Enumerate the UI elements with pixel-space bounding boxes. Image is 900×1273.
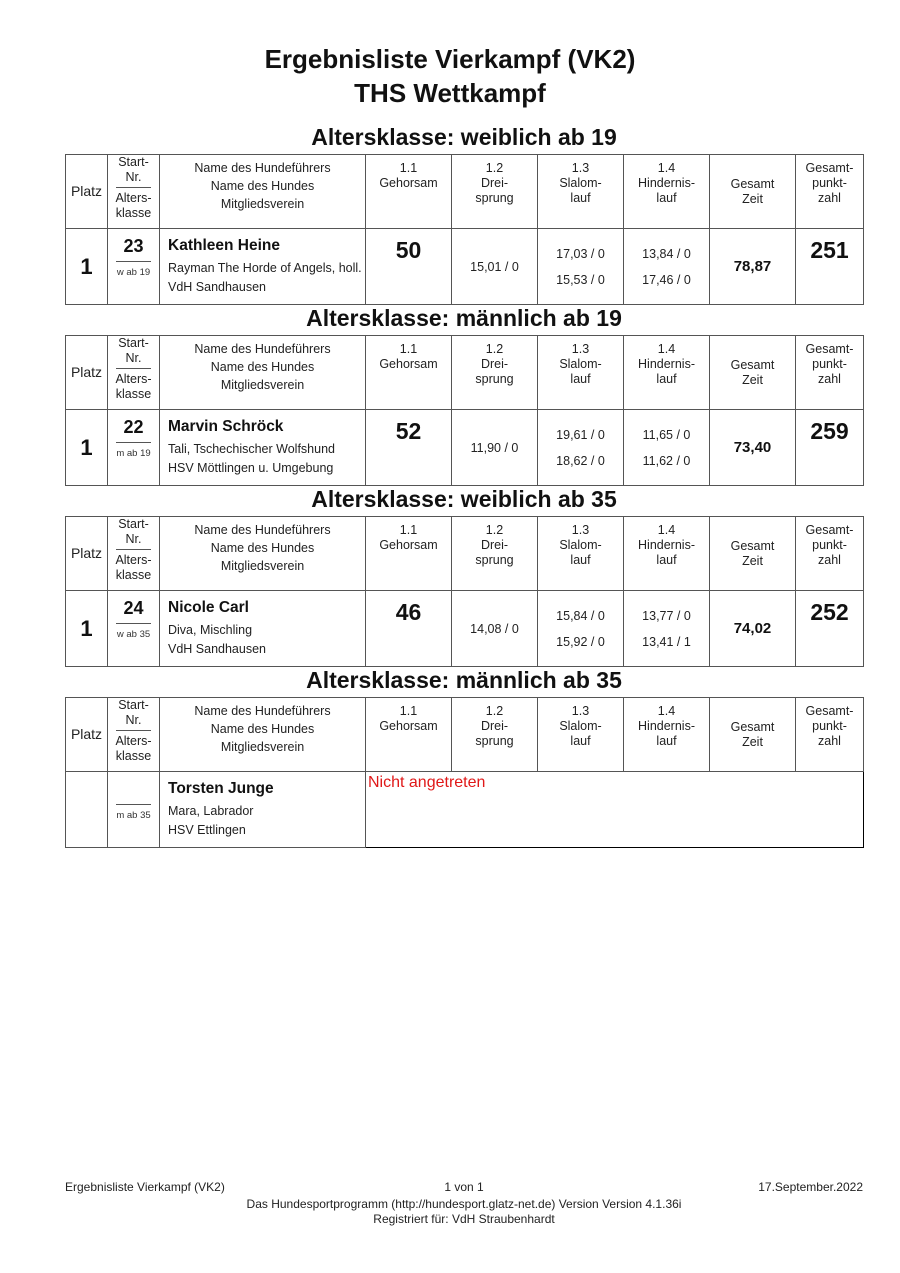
- header-gesamtzeit: Gesamt Zeit: [710, 698, 796, 772]
- header-dog: Name des Hundes: [210, 179, 315, 193]
- header-altersklasse: Alters- klasse: [115, 191, 152, 220]
- handler-name: Marvin Schröck: [168, 418, 284, 435]
- header-gehorsam: 1.1 Gehorsam: [366, 336, 452, 410]
- total-points: 251: [796, 229, 864, 305]
- header-startnr-altersklasse: [108, 336, 160, 410]
- header-dreisprung: 1.2 Drei- sprung: [452, 155, 538, 229]
- hindernis-run-1: 13,77 / 0: [642, 608, 691, 623]
- header-altersklasse: Alters- klasse: [115, 553, 152, 582]
- header-dog: Name des Hundes: [210, 541, 315, 555]
- start-number: 24: [123, 598, 144, 618]
- header-startnr-altersklasse: [108, 155, 160, 229]
- footer-page-number: 1 von 1: [444, 1180, 484, 1194]
- results-table: [65, 154, 864, 305]
- dog-name: Rayman The Horde of Angels, holl.: [168, 261, 362, 275]
- header-gesamtzeit: Gesamt Zeit: [710, 517, 796, 591]
- hindernis-run-2: 13,41 / 1: [642, 634, 691, 649]
- header-platz: Platz: [66, 155, 108, 229]
- header-club: Mitgliedsverein: [220, 559, 305, 573]
- header-slalom: 1.3 Slalom- lauf: [538, 517, 624, 591]
- hindernis-run-1: 11,65 / 0: [642, 427, 691, 442]
- result-section: [65, 303, 863, 486]
- total-time: 78,87: [710, 229, 796, 305]
- club-name: VdH Sandhausen: [168, 642, 266, 656]
- table-row: [66, 229, 864, 305]
- footer-document-name: Ergebnisliste Vierkampf (VK2): [65, 1180, 225, 1194]
- header-club: Mitgliedsverein: [220, 740, 305, 754]
- age-class: m ab 19: [116, 442, 151, 459]
- header-startnr-altersklasse: [108, 517, 160, 591]
- table-row: [66, 591, 864, 667]
- page-subtitle: THS Wettkampf: [354, 78, 546, 108]
- dog-name: Mara, Labrador: [168, 804, 254, 818]
- header-startnr-altersklasse: [108, 698, 160, 772]
- header-startnr: Start- Nr.: [116, 698, 151, 731]
- dog-name: Tali, Tschechischer Wolfshund: [168, 442, 335, 456]
- dog-name: Diva, Mischling: [168, 623, 253, 637]
- rank: 1: [66, 591, 108, 667]
- hindernis-results: [624, 410, 710, 486]
- slalom-run-2: 18,62 / 0: [556, 453, 605, 468]
- slalom-results: [538, 591, 624, 667]
- table-header-row: [66, 336, 864, 410]
- gehorsam-score: 46: [366, 591, 452, 667]
- header-gehorsam: 1.1 Gehorsam: [366, 698, 452, 772]
- header-gesamtpunkte: Gesamt- punkt- zahl: [796, 698, 864, 772]
- hindernis-results: [624, 591, 710, 667]
- header-handler: Name des Hundeführers: [194, 523, 331, 537]
- hindernis-results: [624, 229, 710, 305]
- absent-notice: Nicht angetreten: [366, 772, 864, 848]
- page-title: Ergebnisliste Vierkampf (VK2): [264, 44, 636, 74]
- header-hindernis: 1.4 Hindernis- lauf: [624, 336, 710, 410]
- result-section: [65, 122, 863, 305]
- club-name: HSV Möttlingen u. Umgebung: [168, 461, 334, 475]
- total-time: 74,02: [710, 591, 796, 667]
- results-table: [65, 516, 864, 667]
- start-number-cell: [108, 591, 160, 667]
- participant-cell: [160, 410, 366, 486]
- header-name: [160, 698, 366, 772]
- section-title: Altersklasse: weiblich ab 35: [311, 486, 617, 512]
- result-section: [65, 484, 863, 667]
- start-number: 23: [123, 236, 144, 256]
- header-hindernis: 1.4 Hindernis- lauf: [624, 517, 710, 591]
- participant-cell: [160, 591, 366, 667]
- club-name: HSV Ettlingen: [168, 823, 246, 837]
- total-points: 259: [796, 410, 864, 486]
- header-name: [160, 517, 366, 591]
- table-header-row: [66, 517, 864, 591]
- slalom-run-1: 19,61 / 0: [556, 427, 605, 442]
- header-gesamtzeit: Gesamt Zeit: [710, 155, 796, 229]
- header-gesamtpunkte: Gesamt- punkt- zahl: [796, 336, 864, 410]
- start-number: 22: [123, 417, 144, 437]
- result-section: [65, 665, 863, 848]
- hindernis-run-2: 17,46 / 0: [642, 272, 691, 287]
- table-row: [66, 410, 864, 486]
- handler-name: Kathleen Heine: [168, 237, 280, 254]
- header-handler: Name des Hundeführers: [194, 161, 331, 175]
- header-dreisprung: 1.2 Drei- sprung: [452, 698, 538, 772]
- start-number-cell: [108, 772, 160, 848]
- results-table: [65, 335, 864, 486]
- club-name: VdH Sandhausen: [168, 280, 266, 294]
- header-platz: Platz: [66, 336, 108, 410]
- slalom-results: [538, 410, 624, 486]
- header-hindernis: 1.4 Hindernis- lauf: [624, 155, 710, 229]
- slalom-results: [538, 229, 624, 305]
- header-platz: Platz: [66, 698, 108, 772]
- participant-cell: [160, 229, 366, 305]
- header-name: [160, 155, 366, 229]
- rank: 1: [66, 410, 108, 486]
- total-points: 252: [796, 591, 864, 667]
- table-header-row: [66, 698, 864, 772]
- footer-software-version: Das Hundesportprogramm (http://hundesport.glatz-net.de) Version Version 4.1.36i: [246, 1197, 682, 1211]
- slalom-run-1: 15,84 / 0: [556, 608, 605, 623]
- header-slalom: 1.3 Slalom- lauf: [538, 698, 624, 772]
- header-startnr: Start- Nr.: [116, 517, 151, 550]
- header-startnr: Start- Nr.: [116, 336, 151, 369]
- age-class: w ab 35: [116, 623, 151, 640]
- header-platz: Platz: [66, 517, 108, 591]
- header-gesamtpunkte: Gesamt- punkt- zahl: [796, 155, 864, 229]
- rank: [66, 772, 108, 848]
- slalom-run-1: 17,03 / 0: [556, 246, 605, 261]
- header-handler: Name des Hundeführers: [194, 704, 331, 718]
- start-number-cell: [108, 410, 160, 486]
- gehorsam-score: 50: [366, 229, 452, 305]
- header-dog: Name des Hundes: [210, 360, 315, 374]
- header-gehorsam: 1.1 Gehorsam: [366, 517, 452, 591]
- header-gehorsam: 1.1 Gehorsam: [366, 155, 452, 229]
- dreisprung-result: 11,90 / 0: [452, 410, 538, 486]
- header-slalom: 1.3 Slalom- lauf: [538, 155, 624, 229]
- footer-date: 17.September.2022: [758, 1180, 863, 1194]
- header-altersklasse: Alters- klasse: [115, 734, 152, 763]
- slalom-run-2: 15,92 / 0: [556, 634, 605, 649]
- footer-registration: Registriert für: VdH Straubenhardt: [373, 1212, 555, 1226]
- dreisprung-result: 15,01 / 0: [452, 229, 538, 305]
- table-header-row: [66, 155, 864, 229]
- hindernis-run-2: 11,62 / 0: [642, 453, 691, 468]
- rank: 1: [66, 229, 108, 305]
- hindernis-run-1: 13,84 / 0: [642, 246, 691, 261]
- header-dog: Name des Hundes: [210, 722, 315, 736]
- header-club: Mitgliedsverein: [220, 378, 305, 392]
- start-number-cell: [108, 229, 160, 305]
- header-club: Mitgliedsverein: [220, 197, 305, 211]
- header-dreisprung: 1.2 Drei- sprung: [452, 517, 538, 591]
- table-row: [66, 772, 864, 848]
- gehorsam-score: 52: [366, 410, 452, 486]
- header-slalom: 1.3 Slalom- lauf: [538, 336, 624, 410]
- handler-name: Nicole Carl: [168, 599, 249, 616]
- header-handler: Name des Hundeführers: [194, 342, 331, 356]
- header-hindernis: 1.4 Hindernis- lauf: [624, 698, 710, 772]
- results-table: [65, 697, 864, 848]
- age-class: w ab 19: [116, 261, 151, 278]
- section-title: Altersklasse: weiblich ab 19: [311, 124, 617, 150]
- section-title: Altersklasse: männlich ab 35: [306, 667, 622, 693]
- participant-cell: [160, 772, 366, 848]
- header-startnr: Start- Nr.: [116, 155, 151, 188]
- header-gesamtzeit: Gesamt Zeit: [710, 336, 796, 410]
- header-name: [160, 336, 366, 410]
- dreisprung-result: 14,08 / 0: [452, 591, 538, 667]
- age-class: m ab 35: [116, 804, 151, 821]
- total-time: 73,40: [710, 410, 796, 486]
- header-gesamtpunkte: Gesamt- punkt- zahl: [796, 517, 864, 591]
- slalom-run-2: 15,53 / 0: [556, 272, 605, 287]
- header-altersklasse: Alters- klasse: [115, 372, 152, 401]
- handler-name: Torsten Junge: [168, 780, 274, 797]
- start-number: [108, 772, 159, 804]
- section-title: Altersklasse: männlich ab 19: [306, 305, 622, 331]
- header-dreisprung: 1.2 Drei- sprung: [452, 336, 538, 410]
